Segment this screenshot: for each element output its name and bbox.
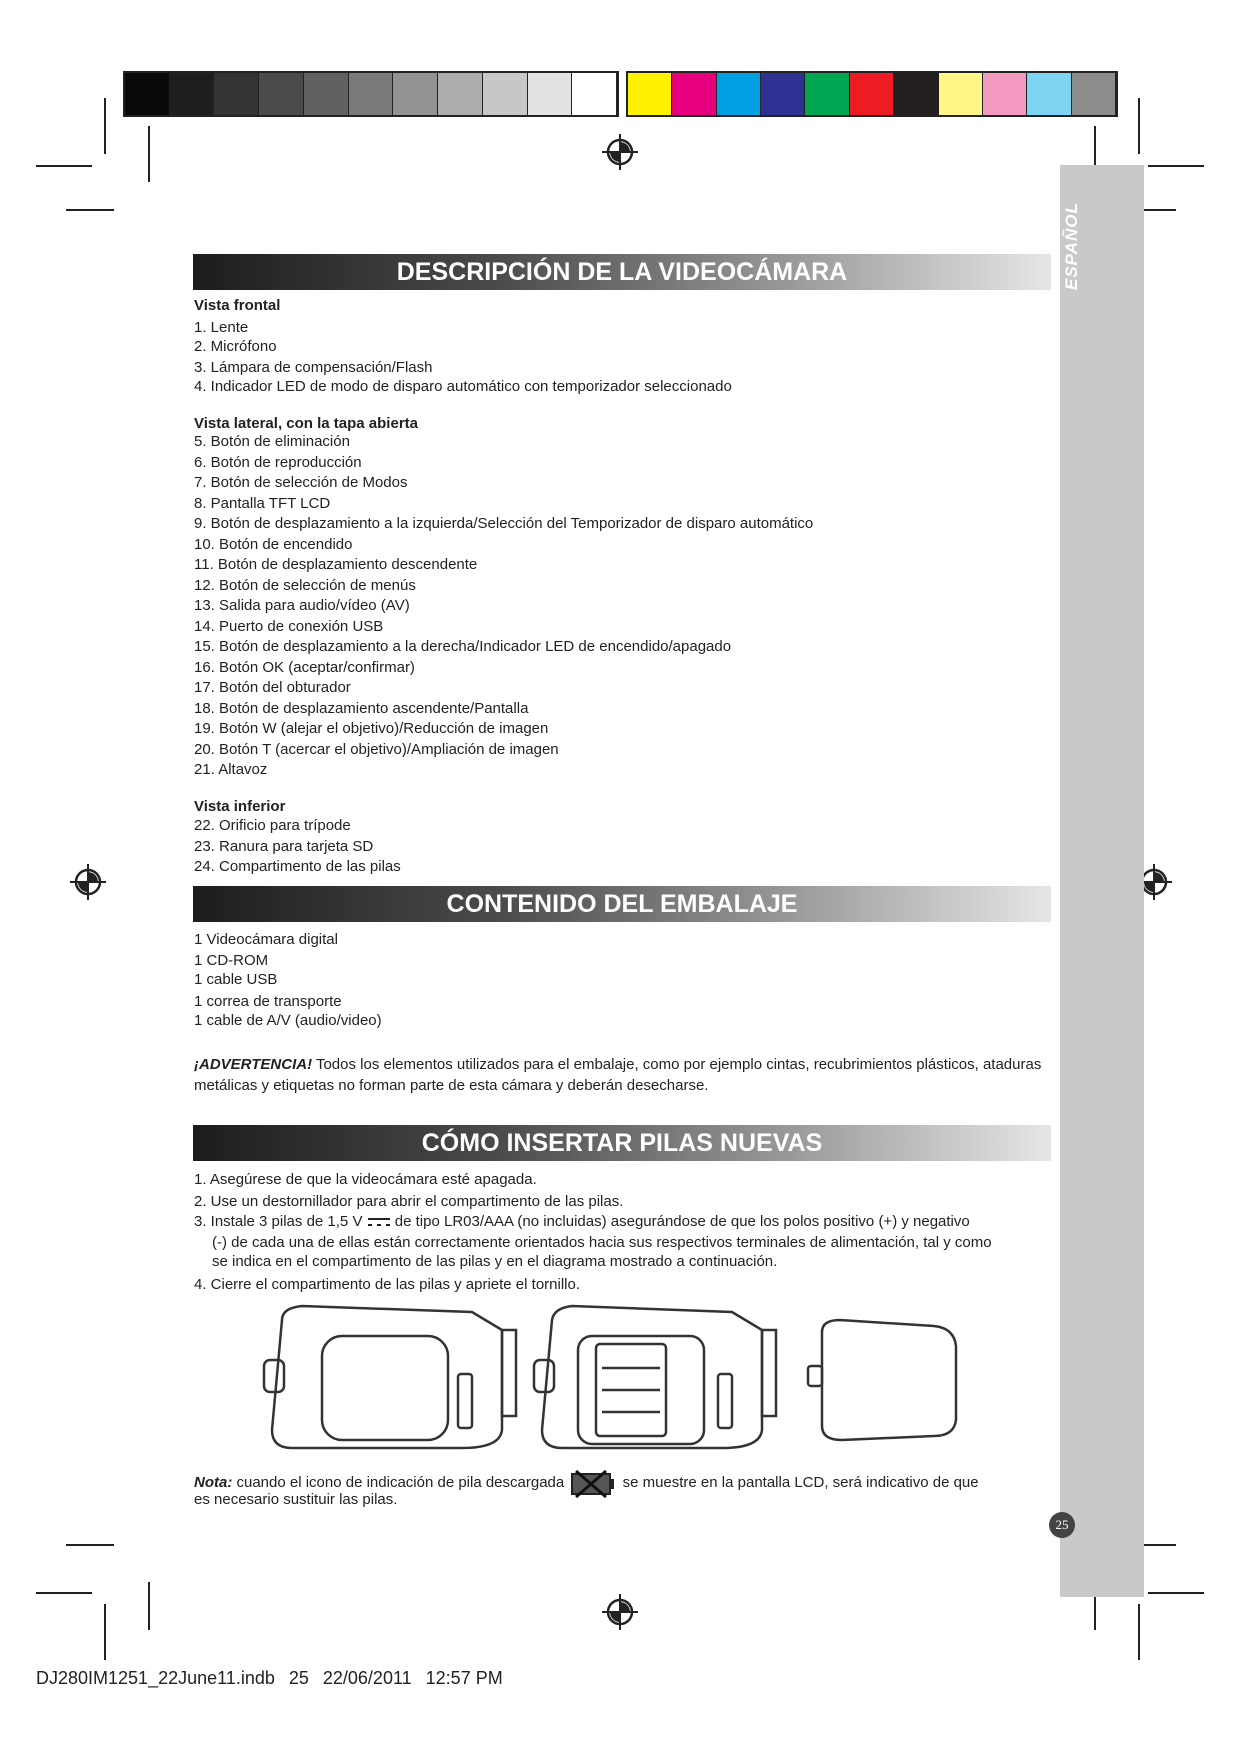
crop-mark <box>104 1604 106 1660</box>
list-item: 2. Micrófono <box>194 338 277 355</box>
color-swatch <box>259 73 304 115</box>
crop-mark <box>1148 165 1204 167</box>
list-item: 22. Orificio para trípode <box>194 817 351 834</box>
color-swatch <box>483 73 528 115</box>
color-swatch <box>717 73 761 115</box>
low-battery-icon <box>570 1468 616 1498</box>
color-swatch <box>939 73 983 115</box>
section-title: CÓMO INSERTAR PILAS NUEVAS <box>193 1125 1051 1161</box>
crop-mark <box>104 98 106 154</box>
color-swatch <box>528 73 573 115</box>
list-item: 3. Lámpara de compensación/Flash <box>194 359 433 376</box>
list-item: 13. Salida para audio/vídeo (AV) <box>194 597 410 614</box>
subheading-side-view: Vista lateral, con la tapa abierta <box>194 415 418 432</box>
step-item-continued: (-) de cada una de ellas están correctamente orientados hacia sus respectivos terminales de alimentación, tal y como <box>212 1234 992 1251</box>
step-item: 1. Asegúrese de que la videocámara esté apagada. <box>194 1171 537 1188</box>
color-swatch <box>628 73 672 115</box>
list-item: 10. Botón de encendido <box>194 536 353 553</box>
slug-date: 22/06/2011 <box>322 1668 412 1688</box>
color-swatch <box>393 73 438 115</box>
color-swatch <box>125 73 170 115</box>
color-swatch <box>1027 73 1071 115</box>
color-swatch <box>438 73 483 115</box>
dc-voltage-icon <box>367 1216 391 1228</box>
note-text-b: se muestre en la pantalla LCD, será indicativo de que <box>618 1473 979 1491</box>
list-item: 1 CD-ROM <box>194 952 269 969</box>
list-item: 1 cable de A/V (audio/video) <box>194 1012 382 1029</box>
note-text-a: cuando el icono de indicación de pila descargada <box>232 1473 569 1491</box>
subheading-bottom-view: Vista inferior <box>194 798 286 815</box>
list-item: 23. Ranura para tarjeta SD <box>194 838 374 855</box>
list-item: 4. Indicador LED de modo de disparo automático con temporizador seleccionado <box>194 378 732 395</box>
list-item: 1 cable USB <box>194 971 278 988</box>
section-title: DESCRIPCIÓN DE LA VIDEOCÁMARA <box>193 254 1051 290</box>
crop-mark <box>36 165 92 167</box>
note-label: Nota: <box>194 1473 233 1491</box>
warning-paragraph <box>194 1054 1054 1096</box>
crop-mark <box>36 1592 92 1594</box>
list-item: 7. Botón de selección de Modos <box>194 474 408 491</box>
list-item: 16. Botón OK (aceptar/confirmar) <box>194 659 415 676</box>
crop-mark <box>148 1582 150 1630</box>
list-item: 12. Botón de selección de menús <box>194 577 416 594</box>
crop-mark <box>1148 1592 1204 1594</box>
color-swatch <box>805 73 849 115</box>
list-item: 8. Pantalla TFT LCD <box>194 495 331 512</box>
color-swatch <box>214 73 259 115</box>
color-swatch <box>672 73 716 115</box>
list-item: 18. Botón de desplazamiento ascendente/Pantalla <box>194 700 529 717</box>
crop-mark <box>66 1544 114 1546</box>
side-language-tab <box>1060 165 1144 1597</box>
step-item <box>194 1212 970 1232</box>
note-line-continued: es necesario sustituir las pilas. <box>194 1491 398 1508</box>
page-number: 25 <box>1049 1512 1075 1538</box>
registration-target-icon <box>600 1592 640 1632</box>
slug-time: 12:57 PM <box>425 1668 503 1688</box>
print-slug <box>36 1668 517 1689</box>
camera-open-illustration <box>534 1306 776 1448</box>
warning-label: ¡ADVERTENCIA! <box>194 1056 313 1073</box>
crop-mark <box>1138 98 1140 154</box>
list-item: 19. Botón W (alejar el objetivo)/Reducción de imagen <box>194 720 549 737</box>
slug-file: DJ280IM1251_22June11.indb <box>36 1668 275 1688</box>
subheading-front-view: Vista frontal <box>194 297 281 314</box>
warning-text: Todos los elementos utilizados para el embalaje, como por ejemplo cintas, recubrimientos plásticos, ataduras metálicas y etiquetas no forman parte de esta cámara y deberán desecharse. <box>194 1056 1042 1094</box>
color-swatch <box>894 73 938 115</box>
list-item: 14. Puerto de conexión USB <box>194 618 384 635</box>
list-item: 24. Compartimento de las pilas <box>194 858 401 875</box>
list-item: 15. Botón de desplazamiento a la derecha/Indicador LED de encendido/apagado <box>194 638 732 655</box>
registration-target-icon <box>68 862 108 902</box>
list-item: 5. Botón de eliminación <box>194 433 350 450</box>
step-item: 4. Cierre el compartimento de las pilas y apriete el tornillo. <box>194 1276 581 1293</box>
list-item: 1. Lente <box>194 319 249 336</box>
step-item: 2. Use un destornillador para abrir el compartimento de las pilas. <box>194 1193 624 1210</box>
crop-mark <box>148 126 150 182</box>
step3-text-a: 3. Instale 3 pilas de 1,5 V <box>194 1213 367 1230</box>
color-swatch <box>572 73 617 115</box>
color-swatch <box>170 73 215 115</box>
grayscale-color-bar <box>123 71 619 117</box>
section-title: CONTENIDO DEL EMBALAJE <box>193 886 1051 922</box>
color-swatch <box>761 73 805 115</box>
list-item: 9. Botón de desplazamiento a la izquierda/Selección del Temporizador de disparo automático <box>194 515 814 532</box>
step-item-continued: se indica en el compartimento de las pilas y en el diagrama mostrado a continuación. <box>212 1253 778 1270</box>
registration-target-icon <box>600 132 640 172</box>
color-swatch <box>349 73 394 115</box>
color-swatch <box>1072 73 1116 115</box>
camera-closed-illustration <box>264 1306 516 1448</box>
list-item: 1 Videocámara digital <box>194 931 338 948</box>
step3-text-b: de tipo LR03/AAA (no incluidas) asegurándose de que los polos positivo (+) y negativo <box>390 1213 970 1230</box>
list-item: 1 correa de transporte <box>194 993 342 1010</box>
color-swatch <box>850 73 894 115</box>
color-swatch <box>304 73 349 115</box>
color-swatch <box>983 73 1027 115</box>
crop-mark <box>1138 1604 1140 1660</box>
process-color-bar <box>626 71 1118 117</box>
list-item: 21. Altavoz <box>194 761 268 778</box>
list-item: 20. Botón T (acercar el objetivo)/Ampliación de imagen <box>194 741 559 758</box>
battery-cover-illustration <box>808 1320 956 1440</box>
list-item: 17. Botón del obturador <box>194 679 351 696</box>
side-tab-label <box>1062 250 1082 290</box>
list-item: 11. Botón de desplazamiento descendente <box>194 556 478 573</box>
list-item: 6. Botón de reproducción <box>194 454 362 471</box>
slug-page: 25 <box>288 1668 309 1688</box>
battery-installation-diagram <box>262 1300 982 1452</box>
crop-mark <box>66 209 114 211</box>
